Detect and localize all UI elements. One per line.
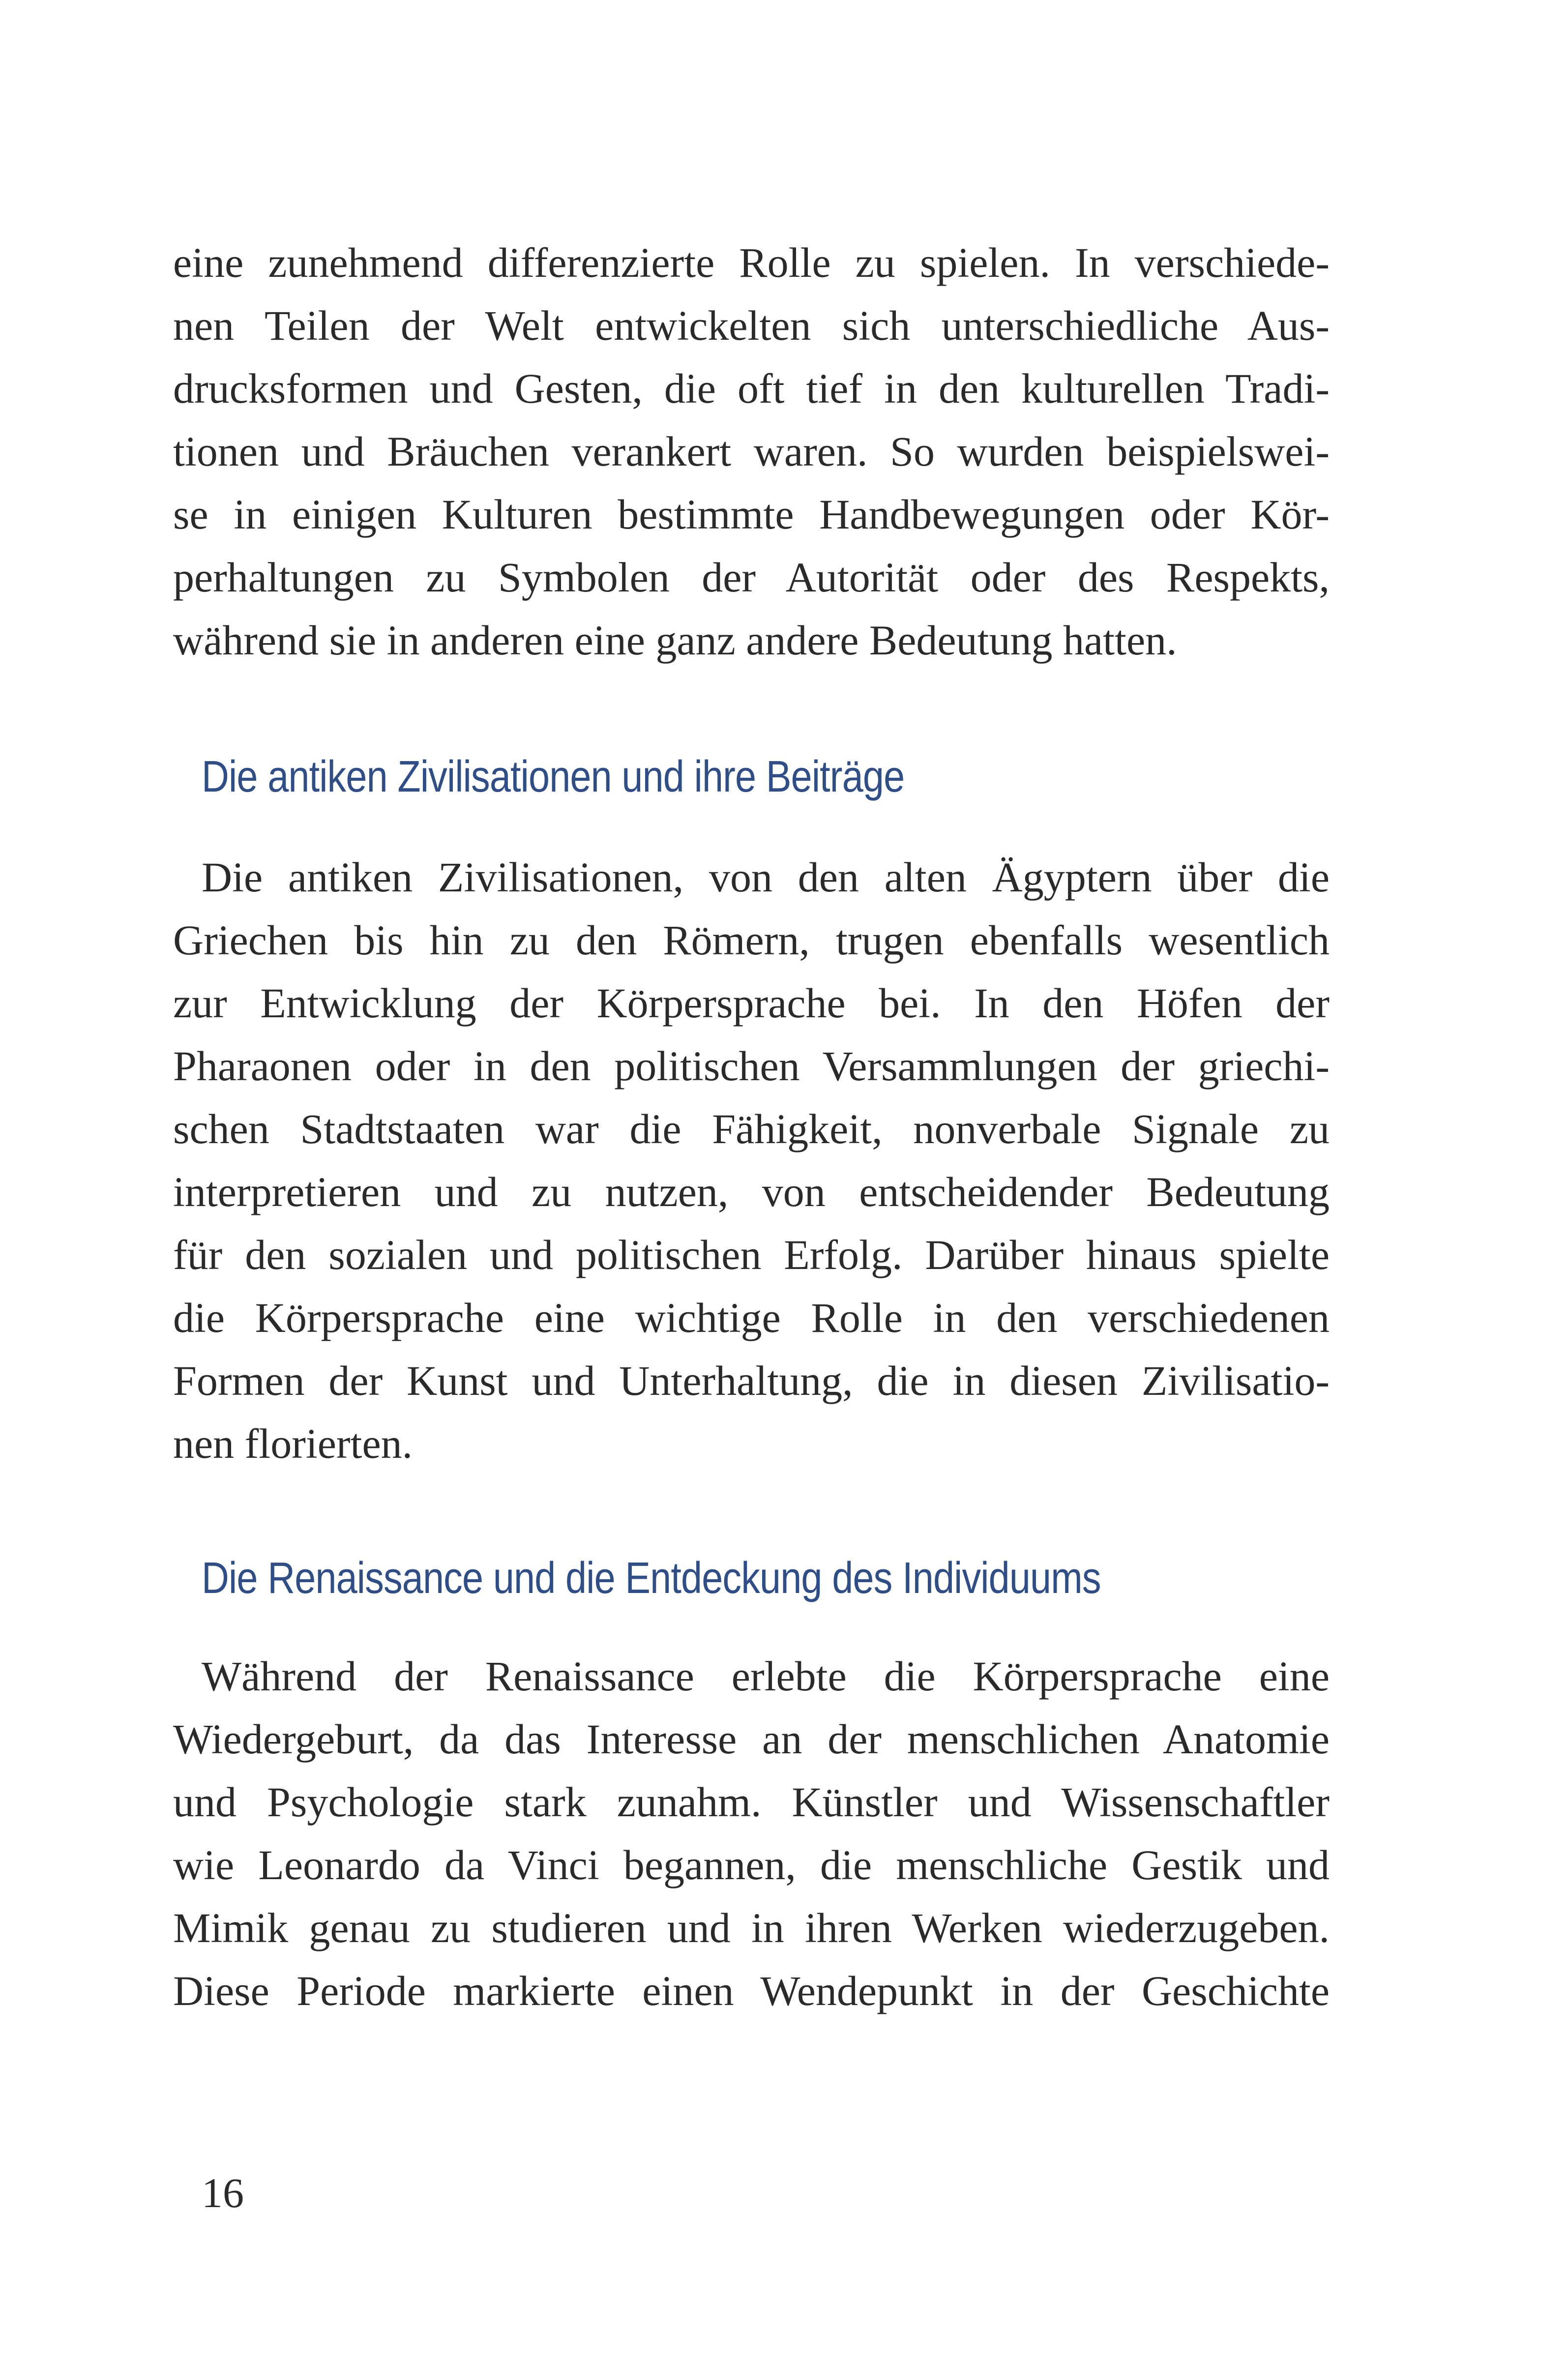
paragraph-line: tionen und Bräuchen verankert waren. So wurden beispielswei- — [173, 428, 1330, 475]
paragraph-line: wie Leonardo da Vinci begannen, die menschliche Gestik und — [173, 1841, 1330, 1888]
paragraph-line: und Psychologie stark zunahm. Künstler und Wissenschaftler — [173, 1778, 1330, 1826]
paragraph-line: während sie in anderen eine ganz andere Bedeutung hatten. — [173, 617, 1177, 664]
paragraph-line: nen Teilen der Welt entwickelten sich unterschiedliche Aus- — [173, 302, 1330, 349]
paragraph-line: nen florierten. — [173, 1420, 413, 1467]
paragraph-line: die Körpersprache eine wichtige Rolle in den verschiedenen — [173, 1294, 1330, 1341]
paragraph-line: se in einigen Kulturen bestimmte Handbewegungen oder Kör- — [173, 491, 1330, 538]
paragraph-line: drucksformen und Gesten, die oft tief in den kulturellen Tradi- — [173, 365, 1330, 412]
paragraph-line: Pharaonen oder in den politischen Versammlungen der griechi- — [173, 1042, 1330, 1090]
paragraph-line: Während der Renaissance erlebte die Körpersprache eine — [202, 1652, 1330, 1700]
paragraph-line: zur Entwicklung der Körpersprache bei. In den Höfen der — [173, 979, 1330, 1027]
paragraph-line: Diese Periode markierte einen Wendepunkt in der Geschichte — [173, 1967, 1330, 2014]
paragraph-line: schen Stadtstaaten war die Fähigkeit, nonverbale Signale zu — [173, 1105, 1330, 1152]
paragraph-line: Mimik genau zu studieren und in ihren Werken wiederzugeben. — [173, 1904, 1330, 1951]
paragraph-line: Formen der Kunst und Unterhaltung, die in diesen Zivilisatio- — [173, 1357, 1330, 1404]
paragraph-line: eine zunehmend differenzierte Rolle zu spielen. In verschiede- — [173, 239, 1330, 286]
paragraph-line: Griechen bis hin zu den Römern, trugen ebenfalls wesentlich — [173, 916, 1330, 964]
paragraph-line: interpretieren und zu nutzen, von entscheidender Bedeutung — [173, 1168, 1330, 1215]
section-heading-antike: Die antiken Zivilisationen und ihre Beiträge — [202, 752, 905, 801]
paragraph-line: perhaltungen zu Symbolen der Autorität oder des Respekts, — [173, 554, 1330, 601]
paragraph-continuation — [173, 231, 1330, 672]
paragraph-antike — [173, 846, 1330, 1475]
paragraph-renaissance — [173, 1645, 1330, 2022]
section-heading-renaissance: Die Renaissance und die Entdeckung des Individuums — [202, 1554, 1101, 1603]
paragraph-line: Die antiken Zivilisationen, von den alten Ägyptern über die — [202, 854, 1330, 901]
paragraph-line: für den sozialen und politischen Erfolg. Darüber hinaus spielte — [173, 1231, 1330, 1278]
page-number: 16 — [202, 2169, 244, 2216]
paragraph-line: Wiedergeburt, da das Interesse an der menschlichen Anatomie — [173, 1715, 1330, 1763]
